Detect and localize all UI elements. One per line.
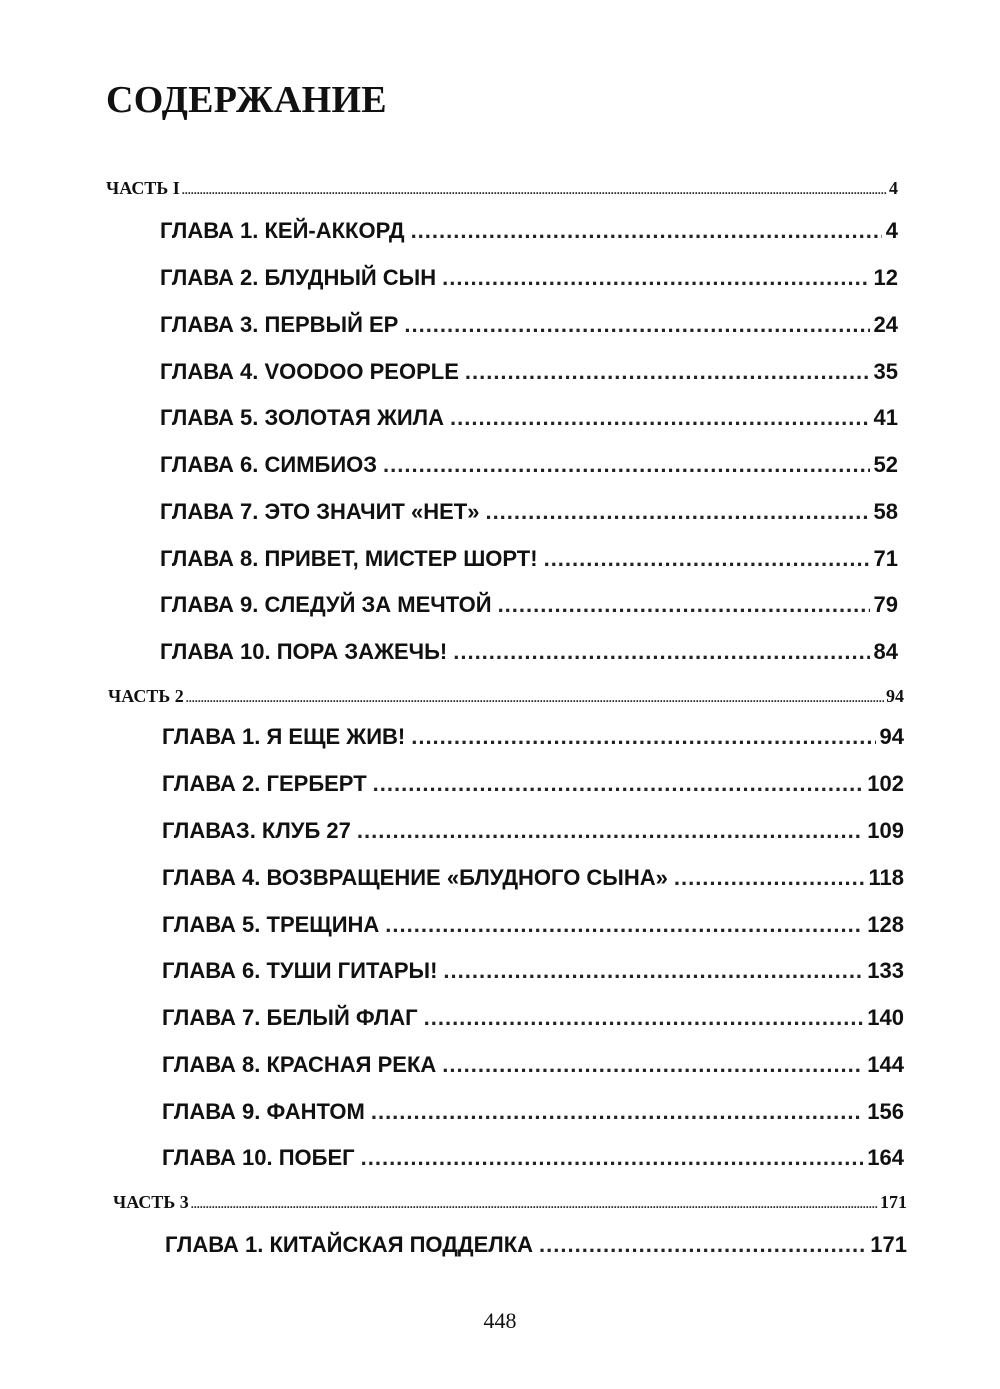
dot-leader [357, 818, 863, 844]
toc-page-number: 94 [886, 686, 904, 706]
toc-chapter[interactable] [160, 499, 898, 525]
dot-leader [191, 1197, 878, 1212]
toc-chapter-label: ГЛАВА 4. ВОЗВРАЩЕНИЕ «БЛУДНОГО СЫНА» [162, 865, 668, 890]
toc-chapter-label: ГЛАВА 1. КЕЙ-АККОРД [160, 218, 405, 243]
toc-chapter-label: ГЛАВА 2. ГЕРБЕРТ [162, 771, 367, 796]
toc-page-number: 94 [879, 724, 904, 749]
toc-chapter-label: ГЛАВА 10. ПОРА ЗАЖЕЧЬ! [160, 639, 448, 664]
toc-chapter-label: ГЛАВА 9. ФАНТОМ [162, 1099, 365, 1124]
toc-part-label: ЧАСТЬ I [106, 178, 180, 198]
toc-page-number: 140 [867, 1005, 904, 1030]
toc-page-number: 102 [867, 771, 904, 796]
toc-page-number: 164 [867, 1145, 904, 1170]
dot-leader [404, 312, 869, 338]
dot-leader [443, 958, 863, 984]
dot-leader [453, 639, 869, 665]
toc-chapter-label: ГЛАВА 2. БЛУДНЫЙ СЫН [160, 265, 437, 290]
dot-leader [450, 405, 870, 431]
toc-page-number: 118 [868, 865, 904, 890]
dot-leader [385, 912, 863, 938]
dot-leader [442, 1052, 863, 1078]
toc-page-number: 52 [873, 452, 898, 477]
toc-page-number: 12 [873, 265, 898, 290]
toc-page-number: 109 [867, 818, 904, 843]
toc-chapter-label: ГЛАВА 7. БЕЛЫЙ ФЛАГ [162, 1005, 418, 1030]
toc-chapter-label: ГЛАВА 3. ПЕРВЫЙ ЕР [160, 312, 399, 337]
toc-chapter[interactable] [160, 405, 898, 431]
toc-part-1[interactable] [106, 178, 898, 199]
toc-chapter-label: ГЛАВА 1. КИТАЙСКАЯ ПОДДЕЛКА [165, 1232, 534, 1257]
dot-leader [674, 865, 865, 891]
dot-leader [373, 771, 864, 797]
toc-chapter-label: ГЛАВА 1. Я ЕЩЕ ЖИВ! [162, 724, 406, 749]
toc-chapter[interactable] [162, 865, 904, 891]
dot-leader [498, 592, 870, 618]
toc-page-number: 35 [873, 359, 898, 384]
toc-page-number: 71 [873, 546, 898, 571]
dot-leader [465, 359, 870, 385]
toc-chapter-label: ГЛАВА 6. ТУШИ ГИТАРЫ! [162, 958, 438, 983]
toc-part-label: ЧАСТЬ 2 [108, 686, 184, 706]
toc-page-number: 133 [867, 958, 904, 983]
toc-chapter[interactable] [160, 312, 898, 338]
toc-part-3[interactable] [113, 1192, 907, 1213]
toc-page-number: 79 [873, 592, 898, 617]
dot-leader [539, 1232, 866, 1258]
toc-chapter[interactable] [160, 639, 898, 665]
toc-chapter-label: ГЛАВА 9. СЛЕДУЙ ЗА МЕЧТОЙ [160, 592, 492, 617]
toc-chapter[interactable] [160, 265, 898, 291]
toc-page-number: 24 [873, 312, 898, 337]
toc-chapter-label: ГЛАВА 8. КРАСНАЯ РЕКА [162, 1052, 437, 1077]
dot-leader [424, 1005, 864, 1031]
toc-page-number: 58 [873, 499, 898, 524]
dot-leader [361, 1145, 864, 1171]
dot-leader [383, 452, 869, 478]
toc-chapter[interactable] [162, 958, 904, 984]
toc-chapter-label: ГЛАВА 10. ПОБЕГ [162, 1145, 355, 1170]
toc-chapter-label: ГЛАВАЗ. КЛУБ 27 [162, 818, 351, 843]
toc-chapter[interactable] [162, 818, 904, 844]
toc-page-number: 4 [885, 218, 898, 243]
toc-chapter-label: ГЛАВА 7. ЭТО ЗНАЧИТ «НЕТ» [160, 499, 480, 524]
dot-leader [485, 499, 869, 525]
toc-page-number: 41 [873, 405, 898, 430]
dot-leader [411, 218, 882, 244]
toc-chapter[interactable] [162, 771, 904, 797]
toc-chapter[interactable] [160, 452, 898, 478]
toc-chapter[interactable] [162, 724, 904, 750]
toc-page-number: 84 [873, 639, 898, 664]
toc-chapter[interactable] [162, 1145, 904, 1171]
toc-chapter-label: ГЛАВА 6. СИМБИОЗ [160, 452, 378, 477]
toc-chapter[interactable] [160, 218, 898, 244]
toc-part-2[interactable] [108, 686, 904, 707]
toc-chapter[interactable] [162, 1052, 904, 1078]
toc-page-number: 156 [867, 1099, 904, 1124]
dot-leader [182, 183, 887, 198]
toc-chapter[interactable] [160, 546, 898, 572]
toc-chapter[interactable] [165, 1232, 907, 1258]
dot-leader [411, 724, 875, 750]
toc-page-number: 171 [880, 1192, 907, 1212]
page-number: 448 [483, 1308, 517, 1333]
toc-part-label: ЧАСТЬ 3 [113, 1192, 189, 1212]
toc-chapter[interactable] [162, 1005, 904, 1031]
toc-chapter[interactable] [162, 912, 904, 938]
toc-chapter[interactable] [162, 1099, 904, 1125]
toc-chapter[interactable] [160, 359, 898, 385]
toc-chapter[interactable] [160, 592, 898, 618]
toc-chapter-label: ГЛАВА 5. ТРЕЩИНА [162, 912, 380, 937]
toc-page-number: 128 [867, 912, 904, 937]
toc-chapter-label: ГЛАВА 4. VOODOO PEOPLE [160, 359, 459, 384]
dot-leader [544, 546, 870, 572]
toc-page-number: 171 [870, 1232, 907, 1257]
toc-page-number: 4 [889, 178, 898, 198]
toc-page-number: 144 [867, 1052, 904, 1077]
dot-leader [371, 1099, 863, 1125]
dot-leader [186, 691, 884, 706]
dot-leader [442, 265, 869, 291]
toc-chapter-label: ГЛАВА 8. ПРИВЕТ, МИСТЕР ШОРТ! [160, 546, 538, 571]
page-title: СОДЕРЖАНИЕ [106, 79, 387, 121]
toc-chapter-label: ГЛАВА 5. ЗОЛОТАЯ ЖИЛА [160, 405, 444, 430]
